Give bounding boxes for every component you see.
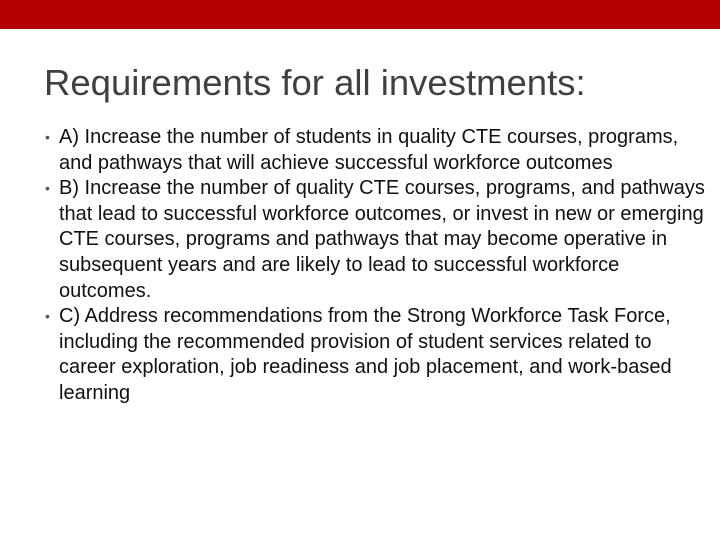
bullet-icon: •	[45, 129, 50, 145]
bullet-icon: •	[45, 308, 50, 325]
bullet-item-b	[45, 176, 705, 304]
slide-title: Requirements for all investments:	[44, 62, 586, 103]
bullet-text-b: B) Increase the number of quality CTE courses, programs, and pathways that lead to successful workforce outcomes, or invest in new or emerging CTE courses, programs and pathways that may become operative in subsequent years and are likely to lead to successful workforce outcomes.	[59, 177, 705, 302]
bullet-text-a: A) Increase the number of students in quality CTE courses, programs, and pathways that will achieve successful workforce outcomes	[59, 126, 679, 174]
bullet-list	[45, 125, 705, 407]
bullet-item-c	[45, 304, 705, 406]
bullet-icon: •	[45, 180, 50, 197]
bullet-text-c: C) Address recommendations from the Strong Workforce Task Force, including the recommended provision of student services related to career exploration, job readiness and job placement, and work-based learning	[59, 305, 672, 404]
bullet-item-a	[45, 125, 705, 176]
top-accent-bar	[0, 0, 720, 29]
